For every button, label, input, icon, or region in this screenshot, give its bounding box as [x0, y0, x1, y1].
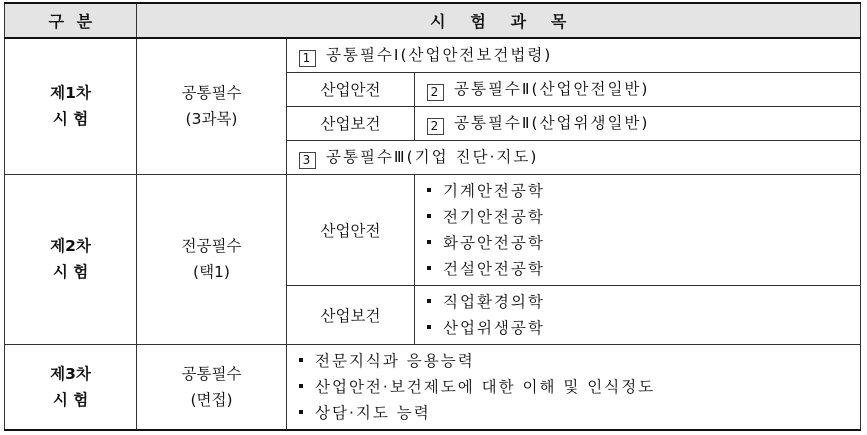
exam3-items	[287, 344, 861, 430]
exam2-safety-subjects	[415, 174, 861, 285]
bullet-icon	[299, 410, 303, 414]
list-item: 기계안전공학	[427, 178, 860, 204]
exam2-title-line1: 제2차	[50, 237, 91, 255]
exam2-health-field: 산업보건	[287, 285, 415, 344]
exam2-title-line2: 시 험	[52, 263, 89, 281]
list-item: 전문지식과 응용능력	[299, 348, 860, 374]
list-item: 산업위생공학	[427, 315, 860, 341]
exam1-common2-safety: 공통필수Ⅱ(산업안전일반)	[454, 80, 650, 98]
list-item: 건설안전공학	[427, 256, 860, 282]
exam1-safety-field: 산업안전	[287, 72, 415, 106]
bullet-icon	[299, 384, 303, 388]
exam1-common1-cell	[287, 38, 861, 72]
exam1-title-line1: 제1차	[50, 84, 91, 103]
table-header-row	[5, 3, 861, 38]
exam1-common2-health-cell	[415, 106, 861, 140]
bullet-icon	[427, 266, 431, 270]
exam2-health-subjects	[415, 285, 861, 344]
exam3-type	[137, 344, 287, 430]
bullet-icon	[427, 299, 431, 303]
bullet-icon	[427, 240, 431, 244]
list-item: 직업환경의학	[427, 289, 860, 315]
list-item: 화공안전공학	[427, 230, 860, 256]
exam1-common1: 공통필수Ⅰ(산업안전보건법령)	[326, 46, 553, 65]
exam1-type	[137, 38, 287, 174]
exam1-common2-health: 공통필수Ⅱ(산업위생일반)	[454, 114, 650, 132]
exam3-row	[5, 344, 861, 430]
list-item: 상담·지도 능력	[299, 400, 860, 426]
exam3-type-line2: (면접)	[190, 390, 233, 409]
exam2-type-line1: 전공필수	[181, 237, 242, 255]
exam-subjects-table	[4, 2, 861, 431]
exam3-title-line2: 시 험	[52, 390, 89, 409]
exam1-row	[5, 38, 861, 72]
exam3-title	[5, 344, 137, 430]
exam1-type-line1: 공통필수	[181, 84, 242, 103]
exam2-safety-row	[5, 174, 861, 285]
number-box-2b: 2	[427, 118, 444, 135]
bullet-icon	[427, 188, 431, 192]
exam1-title	[5, 38, 137, 174]
header-subjects: 시 험 과 목	[137, 3, 861, 38]
exam2-title	[5, 174, 137, 344]
exam2-type-line2: (택1)	[193, 263, 230, 281]
exam1-type-line2: (3과목)	[185, 110, 238, 129]
exam3-title-line1: 제3차	[50, 364, 91, 383]
header-category: 구 분	[5, 3, 137, 38]
exam1-common3: 공통필수Ⅲ(기업 진단·지도)	[326, 148, 539, 166]
bullet-icon	[427, 214, 431, 218]
number-box-2: 2	[427, 84, 444, 101]
exam1-title-line2: 시 험	[52, 110, 89, 129]
list-item: 산업안전·보건제도에 대한 이해 및 인식정도	[299, 374, 860, 400]
bullet-icon	[427, 325, 431, 329]
exam1-common2-safety-cell	[415, 72, 861, 106]
exam1-health-field: 산업보건	[287, 106, 415, 140]
number-box-1: 1	[299, 50, 316, 67]
exam2-type	[137, 174, 287, 344]
exam3-type-line1: 공통필수	[181, 364, 242, 383]
exam2-safety-field: 산업안전	[287, 174, 415, 285]
number-box-3: 3	[299, 152, 316, 169]
exam1-common3-cell	[287, 140, 861, 174]
bullet-icon	[299, 358, 303, 362]
list-item: 전기안전공학	[427, 204, 860, 230]
